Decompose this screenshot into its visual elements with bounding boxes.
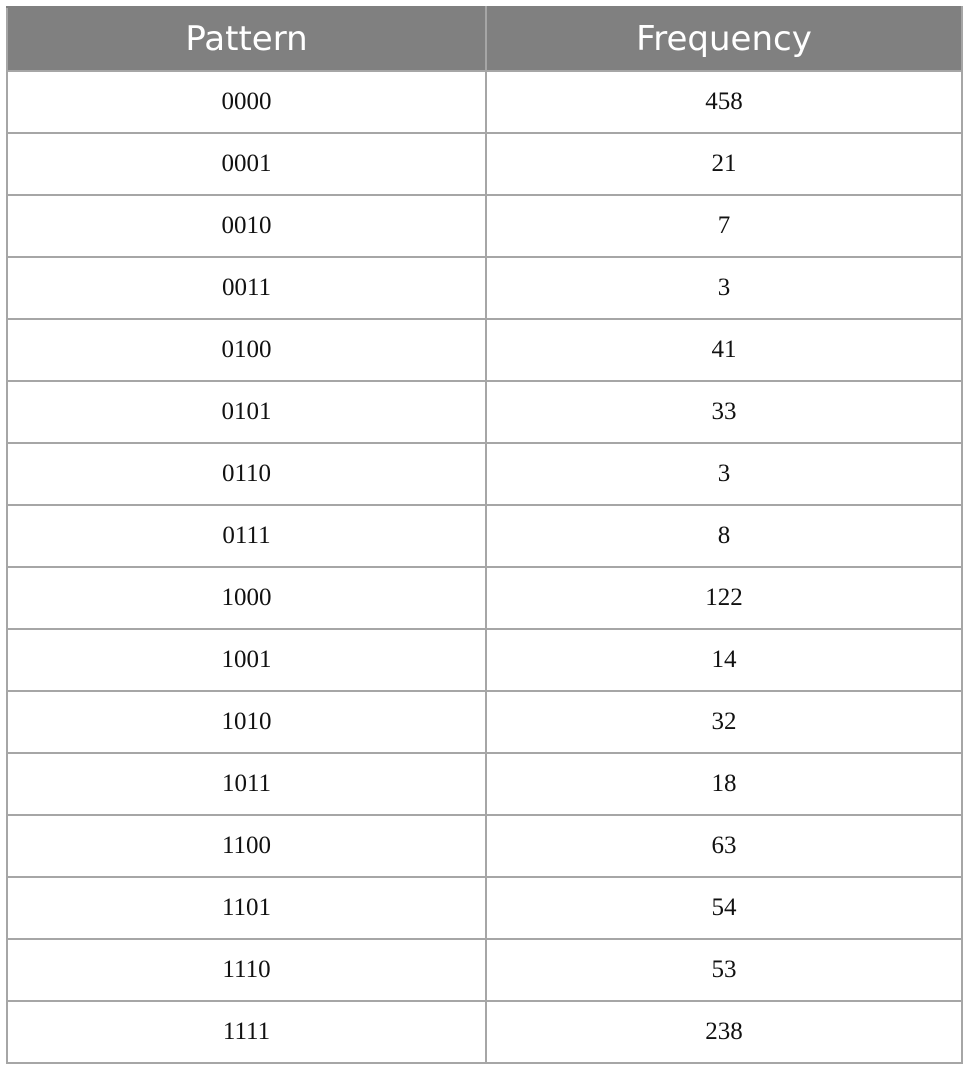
table-row — [7, 939, 962, 1001]
frequency-cell: 122 — [486, 567, 962, 629]
pattern-cell: 1100 — [7, 815, 486, 877]
pattern-cell: 0000 — [7, 71, 486, 133]
header-row — [7, 7, 962, 71]
table-row — [7, 195, 962, 257]
table-row — [7, 1001, 962, 1063]
frequency-cell: 33 — [486, 381, 962, 443]
pattern-cell: 0110 — [7, 443, 486, 505]
frequency-cell: 7 — [486, 195, 962, 257]
frequency-cell: 32 — [486, 691, 962, 753]
frequency-cell: 3 — [486, 443, 962, 505]
frequency-cell: 54 — [486, 877, 962, 939]
pattern-cell: 1001 — [7, 629, 486, 691]
frequency-cell: 3 — [486, 257, 962, 319]
pattern-cell: 1010 — [7, 691, 486, 753]
pattern-cell: 0111 — [7, 505, 486, 567]
table-row — [7, 877, 962, 939]
frequency-cell: 238 — [486, 1001, 962, 1063]
table-row — [7, 257, 962, 319]
pattern-cell: 1000 — [7, 567, 486, 629]
pattern-cell: 1110 — [7, 939, 486, 1001]
pattern-cell: 0101 — [7, 381, 486, 443]
table-header — [7, 7, 962, 71]
table-row — [7, 629, 962, 691]
table-body — [7, 71, 962, 1063]
frequency-cell: 41 — [486, 319, 962, 381]
table-row — [7, 133, 962, 195]
table-row — [7, 381, 962, 443]
pattern-cell: 0011 — [7, 257, 486, 319]
table-row — [7, 567, 962, 629]
table-row — [7, 319, 962, 381]
frequency-cell: 63 — [486, 815, 962, 877]
frequency-cell: 8 — [486, 505, 962, 567]
column-header-frequency: Frequency — [486, 7, 962, 71]
table-row — [7, 815, 962, 877]
frequency-cell: 18 — [486, 753, 962, 815]
frequency-cell: 21 — [486, 133, 962, 195]
frequency-cell: 53 — [486, 939, 962, 1001]
pattern-frequency-table — [6, 6, 963, 1064]
pattern-cell: 1101 — [7, 877, 486, 939]
pattern-frequency-table-container — [6, 6, 961, 1064]
pattern-cell: 1111 — [7, 1001, 486, 1063]
pattern-cell: 1011 — [7, 753, 486, 815]
frequency-cell: 14 — [486, 629, 962, 691]
table-row — [7, 71, 962, 133]
table-row — [7, 505, 962, 567]
table-row — [7, 691, 962, 753]
column-header-pattern: Pattern — [7, 7, 486, 71]
table-row — [7, 443, 962, 505]
pattern-cell: 0010 — [7, 195, 486, 257]
pattern-cell: 0001 — [7, 133, 486, 195]
pattern-cell: 0100 — [7, 319, 486, 381]
table-row — [7, 753, 962, 815]
frequency-cell: 458 — [486, 71, 962, 133]
